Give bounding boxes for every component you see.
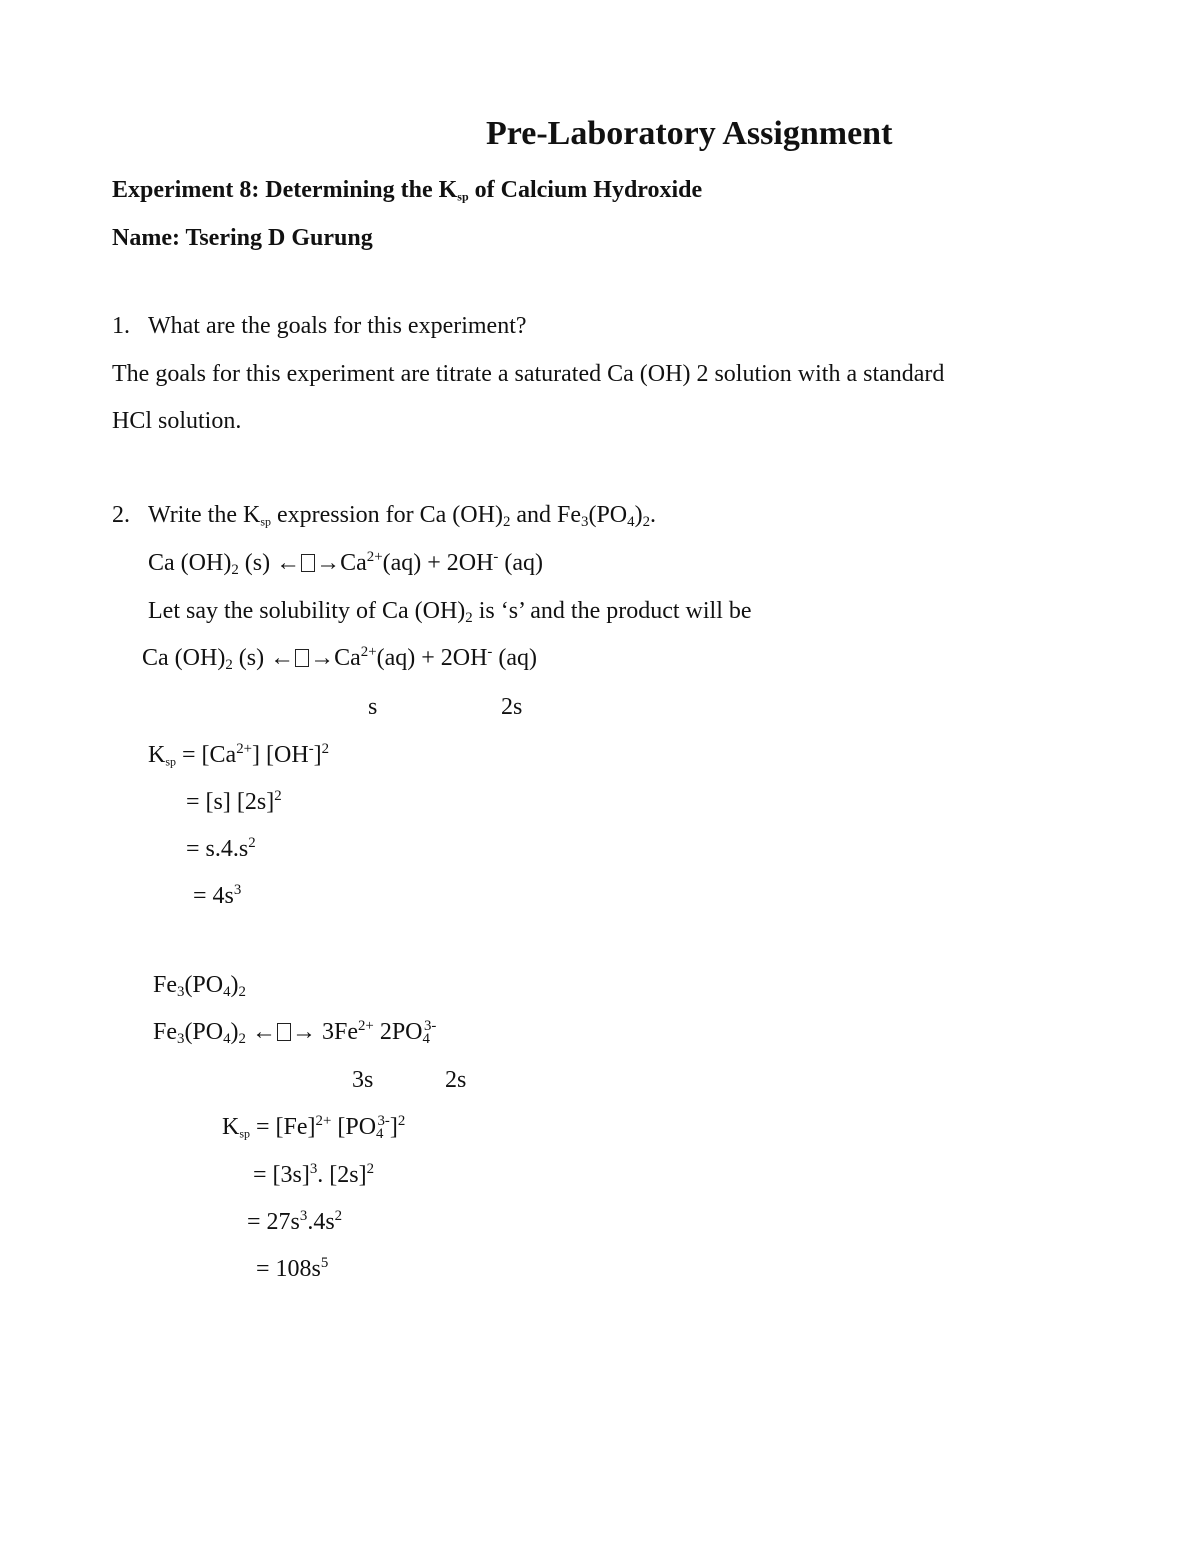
- fe-t-a: Fe: [153, 972, 177, 998]
- q2-sub-2b: 2: [642, 514, 651, 531]
- fe-ksp-k: K: [222, 1114, 240, 1140]
- missing-glyph-icon: [301, 554, 315, 572]
- fe-k-e: 3-: [377, 1113, 390, 1130]
- ca-2s-label: 2s: [501, 694, 523, 720]
- ca2-base: Ca (OH): [142, 645, 226, 671]
- q2-sub-2: 2: [502, 514, 511, 531]
- ksp-d: -: [308, 741, 314, 758]
- fe-k-d: 4: [376, 1126, 384, 1143]
- let-text-a: Let say the solubility of Ca (OH): [148, 598, 466, 624]
- ca-equilibrium-2: [142, 643, 537, 673]
- ca2-arrow: →Ca: [310, 645, 361, 671]
- ca2-charge: 2+: [360, 644, 377, 661]
- ca-arrow: →Ca: [316, 550, 367, 576]
- experiment-heading: [112, 175, 702, 205]
- q2-text-h: ): [634, 502, 643, 528]
- fe-3s-label: 3s: [352, 1067, 374, 1093]
- fe-arrow-r: → 3Fe: [291, 1019, 358, 1045]
- fe-st2-d: 2: [334, 1208, 343, 1225]
- fe-k-f: ]: [389, 1114, 398, 1140]
- fe-st1-c: . [2s]: [317, 1162, 367, 1188]
- missing-glyph-icon: [295, 649, 309, 667]
- po-sub: 4: [422, 1031, 430, 1048]
- experiment-text-b: of Calcium Hydroxide: [468, 177, 703, 203]
- fe-e-a: Fe: [153, 1019, 177, 1045]
- experiment-text-a: Experiment 8: Determining the K: [112, 177, 458, 203]
- oh2-charge: -: [487, 644, 493, 661]
- ksp-a: = [Ca: [176, 742, 237, 768]
- fe-k-c: [PO: [331, 1114, 377, 1140]
- question-2-number: 2.: [112, 502, 130, 528]
- fe-st1-d: 2: [366, 1161, 375, 1178]
- fe-charge: 2+: [357, 1018, 374, 1035]
- fe-e-b: 3: [177, 1031, 185, 1048]
- fe-equilibrium: [153, 1017, 436, 1047]
- oh-charge: -: [493, 549, 499, 566]
- fe-st3-b: 5: [320, 1255, 329, 1272]
- question-2: [112, 500, 656, 530]
- fe-k-g: 2: [397, 1113, 406, 1130]
- fe-e-d: 4: [223, 1031, 231, 1048]
- step1-b: 2: [274, 788, 282, 805]
- fe-e-c: (PO: [184, 1019, 224, 1045]
- answer-1-line-2: HCl solution.: [112, 408, 242, 434]
- q2-sub-4: 4: [627, 514, 635, 531]
- fe-st2-b: 3: [299, 1208, 308, 1225]
- ca-aq1: (aq) + 2OH: [382, 550, 494, 576]
- ca-equilibrium-1: [148, 548, 543, 578]
- student-name: Name: Tsering D Gurung: [112, 225, 373, 251]
- step3-b: 3: [233, 882, 242, 899]
- fe-st3-a: = 108s: [256, 1256, 321, 1282]
- experiment-sub: sp: [457, 189, 469, 204]
- fe-e-e: ): [230, 1019, 239, 1045]
- solubility-statement: [148, 596, 752, 626]
- ca-charge: 2+: [366, 549, 383, 566]
- po-charge: 3-: [423, 1018, 437, 1035]
- q2-text-j: .: [650, 502, 657, 528]
- q2-text-d: and Fe: [510, 502, 582, 528]
- q2-sub-3: 3: [581, 514, 589, 531]
- ca-base-sub: 2: [231, 562, 239, 579]
- fe-t-e: ): [230, 972, 239, 998]
- fe-t-f: 2: [238, 984, 246, 1001]
- ca-base: Ca (OH): [148, 550, 232, 576]
- ksp-k: K: [148, 742, 166, 768]
- ca2-aq1: (aq) + 2OH: [376, 645, 488, 671]
- fe-compound-title: [153, 970, 246, 1000]
- step1-a: = [s] [2s]: [186, 789, 275, 815]
- ca-s-label: s: [368, 694, 378, 720]
- q2-text-a: Write the K: [148, 502, 261, 528]
- ca2-state: (s) ←: [232, 645, 295, 671]
- fe-st1-b: 3: [309, 1161, 318, 1178]
- fe-ksp-step-1: [253, 1160, 374, 1190]
- ksp-e: ]: [313, 742, 322, 768]
- step2-b: 2: [248, 835, 256, 852]
- question-1-number: 1.: [112, 313, 130, 339]
- ca2-base-sub: 2: [225, 657, 233, 674]
- q2-text-b: expression for Ca (OH): [271, 502, 503, 528]
- fe-st2-a: = 27s: [247, 1209, 300, 1235]
- po-a: 2PO: [373, 1019, 423, 1045]
- ksp-b: 2+: [236, 741, 253, 758]
- answer-1-line-1: The goals for this experiment are titrate a saturated Ca (OH) 2 solution with a standard: [112, 361, 945, 387]
- ca-ksp-step-3: [193, 881, 241, 911]
- ca-ksp-step-2: [186, 834, 256, 864]
- fe-ksp-step-2: [247, 1207, 342, 1237]
- ca-state: (s) ←: [238, 550, 301, 576]
- ca2-aq2: (aq): [492, 645, 538, 671]
- fe-e-f: 2: [238, 1031, 246, 1048]
- fe-arrow-l: ←: [245, 1019, 276, 1045]
- let-sub: 2: [465, 610, 473, 627]
- ca-ksp-expression: [148, 740, 329, 770]
- ca-ksp-step-1: [186, 787, 282, 817]
- question-1: [112, 311, 527, 341]
- fe-st1-a: = [3s]: [253, 1162, 310, 1188]
- fe-st2-c: .4s: [307, 1209, 335, 1235]
- step3-a: = 4s: [193, 883, 234, 909]
- fe-t-c: (PO: [184, 972, 224, 998]
- fe-ksp-step-3: [256, 1254, 328, 1284]
- missing-glyph-icon: [277, 1023, 291, 1041]
- ca-aq2: (aq): [498, 550, 544, 576]
- ksp-sub: sp: [165, 754, 177, 769]
- fe-2s-label: 2s: [445, 1067, 467, 1093]
- question-1-text: What are the goals for this experiment?: [148, 313, 527, 339]
- page-title: Pre-Laboratory Assignment: [486, 115, 893, 152]
- fe-k-b: 2+: [315, 1113, 332, 1130]
- step2-a: = s.4.s: [186, 836, 249, 862]
- fe-ksp-sub: sp: [239, 1126, 251, 1141]
- let-text-b: is ‘s’ and the product will be: [472, 598, 752, 624]
- fe-ksp-expression: [222, 1112, 405, 1142]
- fe-t-b: 3: [177, 984, 185, 1001]
- ksp-f: 2: [321, 741, 330, 758]
- q2-sub-sp: sp: [260, 514, 271, 529]
- fe-t-d: 4: [223, 984, 231, 1001]
- q2-text-f: (PO: [588, 502, 628, 528]
- fe-k-a: = [Fe]: [250, 1114, 316, 1140]
- ksp-c: ] [OH: [252, 742, 309, 768]
